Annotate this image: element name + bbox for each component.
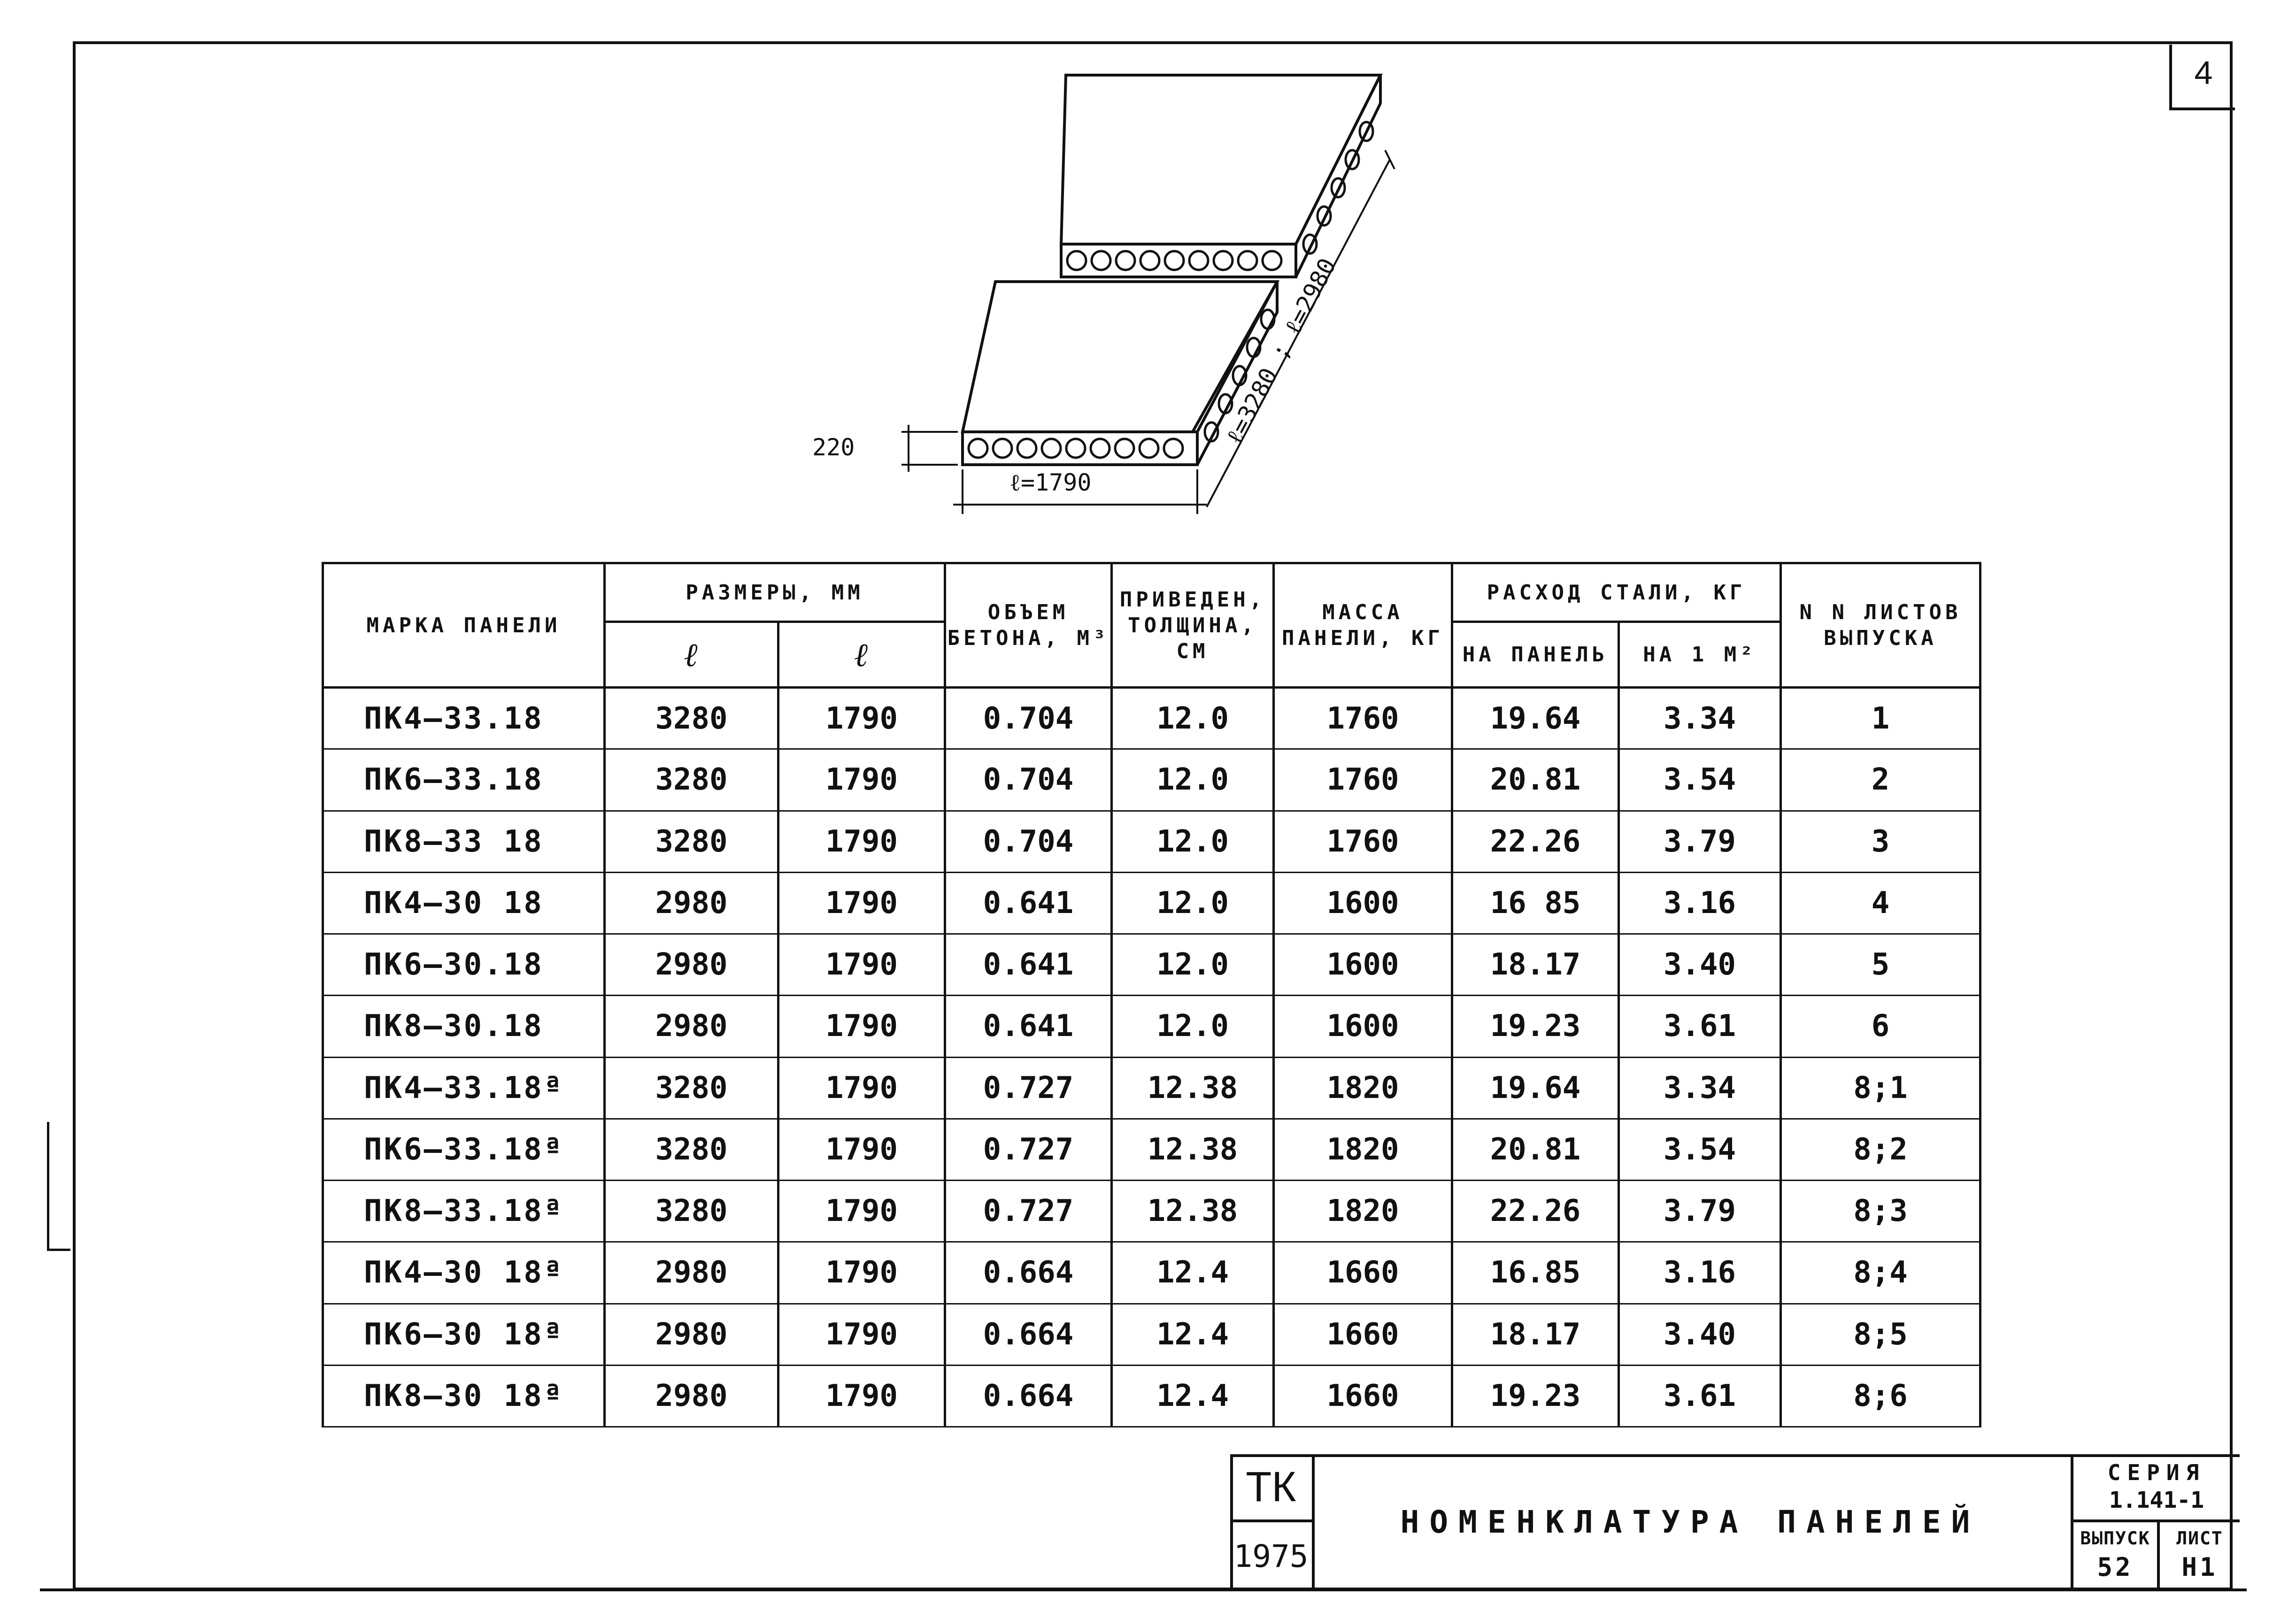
cell-mark: ПК4—30 18ª [323, 1242, 605, 1304]
header-volume: ОБЪЕМ БЕТОНА, М³ [945, 563, 1112, 688]
cell-steel-m2: 3.54 [1619, 749, 1781, 811]
cell-steel-panel: 19.64 [1452, 688, 1619, 749]
cell-steel-m2: 3.79 [1619, 1181, 1781, 1242]
cell-mass: 1600 [1274, 934, 1452, 996]
cell-thickness: 12.0 [1112, 749, 1274, 811]
cell-mark: ПК4—33.18 [323, 688, 605, 749]
cell-mass: 1760 [1274, 688, 1452, 749]
cell-sheets: 8;3 [1781, 1181, 1980, 1242]
upper-panel-top [1061, 75, 1380, 244]
cell-sheets: 3 [1781, 811, 1980, 872]
cell-mark: ПК8—33.18ª [323, 1181, 605, 1242]
table-row [323, 934, 1980, 996]
cell-thickness: 12.0 [1112, 688, 1274, 749]
table-row [323, 1304, 1980, 1365]
issue-cell [2071, 1522, 2160, 1590]
cell-sheets: 2 [1781, 749, 1980, 811]
panel-isometric-drawing [808, 56, 1456, 526]
cell-thickness: 12.38 [1112, 1057, 1274, 1119]
cell-sheets: 8;4 [1781, 1242, 1980, 1304]
cell-l: 2980 [605, 1365, 778, 1427]
cell-b: 1790 [778, 1365, 945, 1427]
cell-steel-panel: 16.85 [1452, 1242, 1619, 1304]
cell-thickness: 12.0 [1112, 872, 1274, 934]
cell-mass: 1660 [1274, 1242, 1452, 1304]
series-cell [2071, 1454, 2240, 1522]
cell-steel-m2: 3.34 [1619, 688, 1781, 749]
cell-mass: 1600 [1274, 872, 1452, 934]
cell-b: 1790 [778, 1242, 945, 1304]
cell-steel-panel: 19.64 [1452, 1057, 1619, 1119]
header-steel: РАСХОД СТАЛИ, КГ [1452, 563, 1781, 622]
cell-steel-panel: 22.26 [1452, 1181, 1619, 1242]
cell-l: 3280 [605, 749, 778, 811]
cell-volume: 0.704 [945, 749, 1112, 811]
cell-steel-m2: 3.79 [1619, 811, 1781, 872]
cell-mass: 1820 [1274, 1181, 1452, 1242]
table-row [323, 996, 1980, 1057]
header-dimensions: РАЗМЕРЫ, ММ [605, 563, 945, 622]
cell-steel-panel: 18.17 [1452, 1304, 1619, 1365]
cell-volume: 0.641 [945, 996, 1112, 1057]
cell-mark: ПК6—30.18 [323, 934, 605, 996]
header-sheets: N N ЛИСТОВ ВЫПУСКА [1781, 563, 1980, 688]
table-row [323, 688, 1980, 749]
dimension-lines [901, 150, 1395, 514]
cell-steel-m2: 3.61 [1619, 1365, 1781, 1427]
cell-l: 2980 [605, 1242, 778, 1304]
series-value: 1.141-1 [2109, 1487, 2204, 1513]
cell-thickness: 12.0 [1112, 934, 1274, 996]
cell-b: 1790 [778, 1304, 945, 1365]
cell-volume: 0.704 [945, 688, 1112, 749]
cell-thickness: 12.0 [1112, 996, 1274, 1057]
cell-steel-m2: 3.54 [1619, 1119, 1781, 1180]
cell-b: 1790 [778, 688, 945, 749]
panel-nomenclature-table [322, 562, 1981, 1427]
cell-steel-panel: 20.81 [1452, 749, 1619, 811]
cell-steel-panel: 19.23 [1452, 996, 1619, 1057]
issue-label: ВЫПУСК [2080, 1528, 2150, 1549]
cell-sheets: 8;1 [1781, 1057, 1980, 1119]
cell-mass: 1820 [1274, 1119, 1452, 1180]
cell-mark: ПК8—30.18 [323, 996, 605, 1057]
year: 1975 [1230, 1522, 1315, 1590]
cell-volume: 0.727 [945, 1181, 1112, 1242]
cell-steel-panel: 20.81 [1452, 1119, 1619, 1180]
cell-steel-m2: 3.16 [1619, 872, 1781, 934]
cell-thickness: 12.4 [1112, 1242, 1274, 1304]
cell-mass: 1660 [1274, 1365, 1452, 1427]
header-steel-per-panel: НА ПАНЕЛЬ [1452, 622, 1619, 688]
header-mass: МАССА ПАНЕЛИ, КГ [1274, 563, 1452, 688]
title-block [1230, 1454, 2247, 1590]
cell-l: 3280 [605, 811, 778, 872]
cell-b: 1790 [778, 996, 945, 1057]
cell-volume: 0.727 [945, 1119, 1112, 1180]
cell-mark: ПК6—33.18ª [323, 1119, 605, 1180]
cell-l: 3280 [605, 1181, 778, 1242]
cell-mark: ПК4—30 18 [323, 872, 605, 934]
cell-steel-panel: 22.26 [1452, 811, 1619, 872]
cell-steel-panel: 18.17 [1452, 934, 1619, 996]
cell-mass: 1600 [1274, 996, 1452, 1057]
cell-b: 1790 [778, 1181, 945, 1242]
cell-l: 2980 [605, 934, 778, 996]
binding-mark [47, 1122, 70, 1251]
cell-sheets: 4 [1781, 872, 1980, 934]
cell-l: 3280 [605, 1057, 778, 1119]
cell-thickness: 12.38 [1112, 1119, 1274, 1180]
cell-mass: 1760 [1274, 811, 1452, 872]
document-title: НОМЕНКЛАТУРА ПАНЕЛЕЙ [1400, 1504, 1980, 1540]
cell-volume: 0.641 [945, 872, 1112, 934]
cell-sheets: 1 [1781, 688, 1980, 749]
org-code: ТК [1230, 1454, 1315, 1522]
cell-mark: ПК6—33.18 [323, 749, 605, 811]
cell-l: 2980 [605, 1304, 778, 1365]
cell-sheets: 8;6 [1781, 1365, 1980, 1427]
cell-volume: 0.641 [945, 934, 1112, 996]
cell-mass: 1660 [1274, 1304, 1452, 1365]
cell-volume: 0.727 [945, 1057, 1112, 1119]
header-width: ℓ [778, 622, 945, 688]
cell-b: 1790 [778, 749, 945, 811]
length-dimension-label: ℓ=3280 ; ℓ=2980 [1220, 253, 1341, 449]
series-label: СЕРИЯ [2107, 1460, 2206, 1485]
lower-panel-front [963, 432, 1197, 465]
cell-steel-m2: 3.40 [1619, 934, 1781, 996]
cell-sheets: 6 [1781, 996, 1980, 1057]
sheet-label: ЛИСТ [2176, 1528, 2223, 1549]
height-dimension-label: 220 [812, 434, 855, 461]
cell-thickness: 12.4 [1112, 1365, 1274, 1427]
cell-l: 3280 [605, 1119, 778, 1180]
cell-steel-panel: 16 85 [1452, 872, 1619, 934]
cell-thickness: 12.0 [1112, 811, 1274, 872]
cell-steel-m2: 3.40 [1619, 1304, 1781, 1365]
cell-l: 2980 [605, 872, 778, 934]
cell-steel-m2: 3.16 [1619, 1242, 1781, 1304]
sheet-number: 4 [2169, 45, 2235, 110]
cell-volume: 0.704 [945, 811, 1112, 872]
cell-thickness: 12.4 [1112, 1304, 1274, 1365]
sheet-value: Н1 [2181, 1552, 2218, 1582]
cell-steel-m2: 3.34 [1619, 1057, 1781, 1119]
cell-thickness: 12.38 [1112, 1181, 1274, 1242]
cell-mark: ПК4—33.18ª [323, 1057, 605, 1119]
sheet-cell [2160, 1522, 2240, 1590]
cell-sheets: 5 [1781, 934, 1980, 996]
cell-l: 3280 [605, 688, 778, 749]
issue-value: 52 [2097, 1552, 2134, 1582]
cell-mark: ПК8—30 18ª [323, 1365, 605, 1427]
upper-panel-front [1061, 244, 1296, 277]
cell-b: 1790 [778, 1057, 945, 1119]
cell-sheets: 8;5 [1781, 1304, 1980, 1365]
header-steel-per-m2: НА 1 М² [1619, 622, 1781, 688]
table-row [323, 1242, 1980, 1304]
cell-b: 1790 [778, 872, 945, 934]
table-row [323, 811, 1980, 872]
table-row [323, 1365, 1980, 1427]
cell-volume: 0.664 [945, 1242, 1112, 1304]
cell-sheets: 8;2 [1781, 1119, 1980, 1180]
table-row [323, 1057, 1980, 1119]
table-row [323, 872, 1980, 934]
cell-mark: ПК6—30 18ª [323, 1304, 605, 1365]
header-mark: МАРКА ПАНЕЛИ [323, 563, 605, 688]
header-thickness: ПРИВЕДЕН, ТОЛЩИНА, СМ [1112, 563, 1274, 688]
table-row [323, 1181, 1980, 1242]
cell-mass: 1760 [1274, 749, 1452, 811]
width-dimension-label: ℓ=1790 [1009, 469, 1092, 496]
header-length: ℓ [605, 622, 778, 688]
cell-mass: 1820 [1274, 1057, 1452, 1119]
cell-volume: 0.664 [945, 1304, 1112, 1365]
table-row [323, 1119, 1980, 1180]
cell-l: 2980 [605, 996, 778, 1057]
cell-b: 1790 [778, 811, 945, 872]
cell-b: 1790 [778, 934, 945, 996]
cell-volume: 0.664 [945, 1365, 1112, 1427]
upper-panel-side [1296, 75, 1380, 277]
cell-b: 1790 [778, 1119, 945, 1180]
table-row [323, 749, 1980, 811]
cell-mark: ПК8—33 18 [323, 811, 605, 872]
cell-steel-panel: 19.23 [1452, 1365, 1619, 1427]
cell-steel-m2: 3.61 [1619, 996, 1781, 1057]
